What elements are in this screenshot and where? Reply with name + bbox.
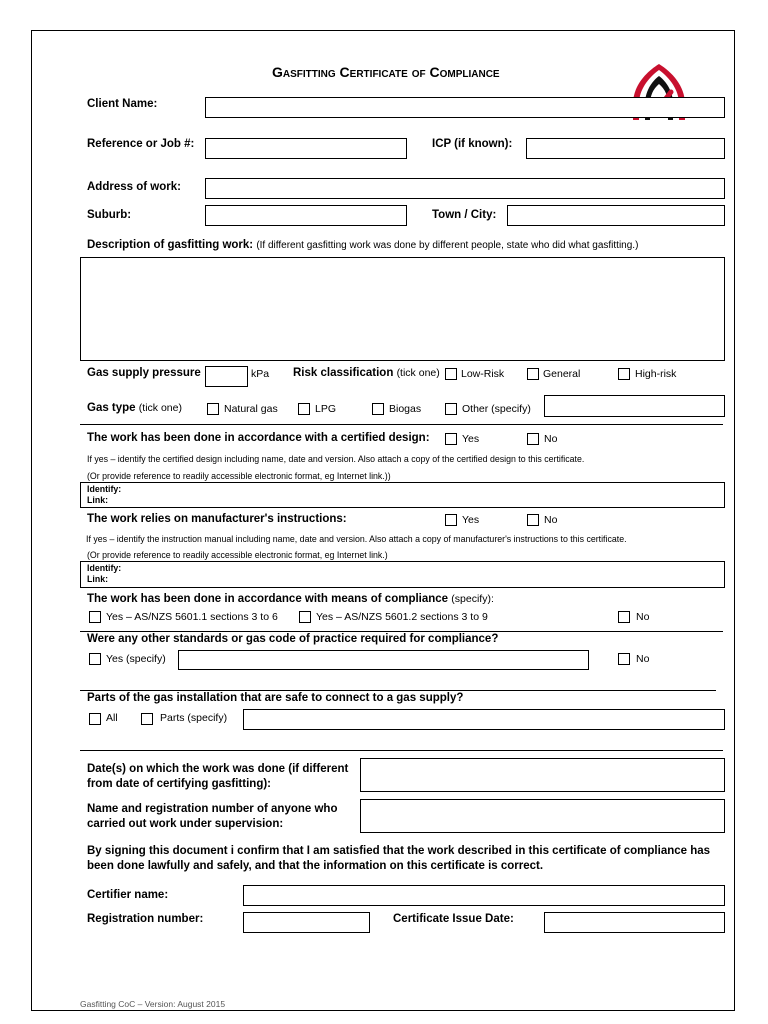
address-label: Address of work: <box>87 181 181 193</box>
means-5601-1-checkbox[interactable] <box>89 611 101 623</box>
registration-field[interactable] <box>243 912 370 933</box>
supervision-label-line1: Name and registration number of anyone who <box>87 803 338 815</box>
description-note: (If different gasfitting work was done by different people, state who did what gasfitting.) <box>256 240 639 251</box>
gas-biogas-checkbox[interactable] <box>372 403 384 415</box>
manufacturer-instruction: If yes – identify the instruction manual including name, date and version. Also attach a copy of manufacturer's instructions to this certificate. <box>86 534 627 544</box>
manufacturer-question: The work relies on manufacturer's instructions: <box>87 513 347 525</box>
gas-other-field[interactable] <box>544 395 725 417</box>
means-5601-1-label: Yes – AS/NZS 5601.1 sections 3 to 6 <box>106 611 278 623</box>
gas-type-note: (tick one) <box>138 402 182 414</box>
other-yes-label: Yes (specify) <box>106 653 166 665</box>
design-yes-checkbox[interactable] <box>445 433 457 445</box>
pressure-field[interactable] <box>205 366 248 387</box>
certifier-name-label: Certifier name: <box>87 889 169 901</box>
icp-label: ICP (if known): <box>432 138 513 150</box>
description-title: Description of gasfitting work: <box>87 239 254 251</box>
design-no-label: No <box>544 433 558 445</box>
manufacturer-no-checkbox[interactable] <box>527 514 539 526</box>
manufacturer-reference: (Or provide reference to readily accessible electronic format, eg Internet link.) <box>87 550 388 560</box>
means-specify: (specify): <box>451 593 494 605</box>
other-standards-question: Were any other standards or gas code of practice required for compliance? <box>87 633 499 645</box>
gas-natural-label: Natural gas <box>224 403 278 415</box>
pressure-label: Gas supply pressure <box>87 367 201 379</box>
certifier-name-field[interactable] <box>243 885 725 906</box>
means-title: The work has been done in accordance with means of compliance <box>87 593 449 605</box>
gas-biogas-label: Biogas <box>389 403 422 415</box>
manufacturer-no-label: No <box>544 514 558 526</box>
parts-specify-field[interactable] <box>243 709 725 730</box>
issue-date-field[interactable] <box>544 912 725 933</box>
dates-label-line1: Date(s) on which the work was done (if different <box>87 763 349 775</box>
certified-design-question: The work has been done in accordance with a certified design: <box>87 432 430 444</box>
design-link-label: Link: <box>87 495 109 505</box>
town-label: Town / City: <box>432 209 497 221</box>
reference-field[interactable] <box>205 138 407 159</box>
divider <box>80 631 723 632</box>
client-name-field[interactable] <box>205 97 725 118</box>
suburb-label: Suburb: <box>87 209 132 221</box>
description-label <box>87 239 638 251</box>
design-instruction: If yes – identify the certified design including name, date and version. Also attach a copy of the certified design to this certificate. <box>87 454 585 464</box>
declaration-line2: been done lawfully and safely, and that the information on this certificate is correct. <box>87 860 544 872</box>
design-no-checkbox[interactable] <box>527 433 539 445</box>
parts-specify-checkbox[interactable] <box>141 713 153 725</box>
risk-high-label: High-risk <box>635 368 677 380</box>
other-no-checkbox[interactable] <box>618 653 630 665</box>
description-field[interactable] <box>80 257 725 361</box>
divider <box>80 750 723 751</box>
design-reference: (Or provide reference to readily accessible electronic format, eg Internet link.)) <box>87 471 391 481</box>
supervision-label-line2: carried out work under supervision: <box>87 818 284 830</box>
parts-all-label: All <box>106 712 118 724</box>
registration-label: Registration number: <box>87 913 204 925</box>
address-field[interactable] <box>205 178 725 199</box>
supervision-field[interactable] <box>360 799 725 833</box>
gas-type-label <box>87 402 182 414</box>
parts-question: Parts of the gas installation that are safe to connect to a gas supply? <box>87 692 464 704</box>
risk-note: (tick one) <box>396 367 440 379</box>
town-field[interactable] <box>507 205 725 226</box>
other-specify-field[interactable] <box>178 650 589 670</box>
risk-low-label: Low-Risk <box>461 368 505 380</box>
footer-version: Gasfitting CoC – Version: August 2015 <box>80 999 226 1009</box>
declaration-line1: By signing this document i confirm that I am satisfied that the work described in this certificate of compliance has <box>87 845 711 857</box>
page-title: Gasfitting Certificate of Compliance <box>272 64 500 80</box>
design-identify-label: Identify: <box>87 484 122 494</box>
gas-lpg-checkbox[interactable] <box>298 403 310 415</box>
gas-natural-checkbox[interactable] <box>207 403 219 415</box>
means-no-checkbox[interactable] <box>618 611 630 623</box>
risk-general-label: General <box>543 368 581 380</box>
manufacturer-yes-checkbox[interactable] <box>445 514 457 526</box>
design-identify-field[interactable] <box>80 482 725 508</box>
means-5601-2-label: Yes – AS/NZS 5601.2 sections 3 to 9 <box>316 611 488 623</box>
parts-all-checkbox[interactable] <box>89 713 101 725</box>
means-question <box>87 593 494 605</box>
means-5601-2-checkbox[interactable] <box>299 611 311 623</box>
gas-type-title: Gas type <box>87 402 136 414</box>
parts-specify-label: Parts (specify) <box>160 712 228 724</box>
risk-high-checkbox[interactable] <box>618 368 630 380</box>
manufacturer-link-label: Link: <box>87 574 109 584</box>
icp-field[interactable] <box>526 138 725 159</box>
risk-general-checkbox[interactable] <box>527 368 539 380</box>
gas-lpg-label: LPG <box>315 403 337 415</box>
divider <box>80 690 716 691</box>
risk-title: Risk classification <box>293 367 394 379</box>
suburb-field[interactable] <box>205 205 407 226</box>
dates-field[interactable] <box>360 758 725 792</box>
gas-other-checkbox[interactable] <box>445 403 457 415</box>
issue-date-label: Certificate Issue Date: <box>393 913 514 925</box>
manufacturer-yes-label: Yes <box>462 514 480 526</box>
manufacturer-identify-label: Identify: <box>87 563 122 573</box>
reference-label: Reference or Job #: <box>87 138 195 150</box>
gas-other-label: Other (specify) <box>462 403 531 415</box>
design-yes-label: Yes <box>462 433 480 445</box>
other-no-label: No <box>636 653 650 665</box>
other-yes-checkbox[interactable] <box>89 653 101 665</box>
pressure-unit: kPa <box>251 368 270 380</box>
manufacturer-identify-field[interactable] <box>80 561 725 588</box>
divider <box>80 424 723 425</box>
means-no-label: No <box>636 611 650 623</box>
risk-low-checkbox[interactable] <box>445 368 457 380</box>
risk-label <box>293 367 440 379</box>
dates-label-line2: from date of certifying gasfitting): <box>87 778 271 790</box>
client-name-label: Client Name: <box>87 98 158 110</box>
